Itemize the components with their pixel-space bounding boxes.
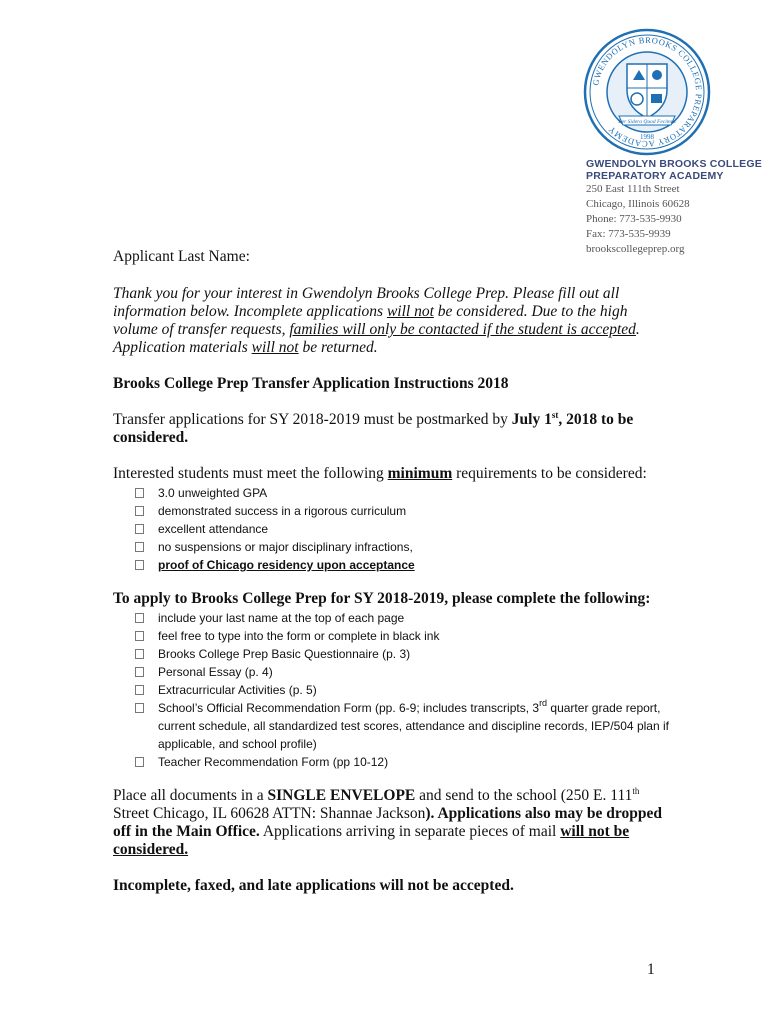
checkbox-icon <box>135 667 144 677</box>
list-item: proof of Chicago residency upon acceptance <box>135 556 673 574</box>
apply-list <box>113 609 673 771</box>
list-item: Personal Essay (p. 4) <box>135 663 673 681</box>
school-website: brookscollegeprep.org <box>586 243 685 255</box>
school-name-line2: PREPARATORY ACADEMY <box>586 170 724 182</box>
list-item: School’s Official Recommendation Form (pp. 6-9; includes transcripts, 3rd quarter grade report, current schedule, all standardized test scores, attendance and discipline records, IEP/504 plan if applicable, and school profile) <box>135 699 673 753</box>
checkbox-icon <box>135 685 144 695</box>
list-item: Teacher Recommendation Form (pp 10-12) <box>135 753 673 771</box>
list-item: feel free to type into the form or complete in black ink <box>135 627 673 645</box>
checkbox-icon <box>135 613 144 623</box>
list-item: no suspensions or major disciplinary infractions, <box>135 538 673 556</box>
school-fax: Fax: 773-535-9939 <box>586 228 671 240</box>
seal-ring-text: GWENDOLYN BROOKS COLLEGE PREPARATORY ACADEMY <box>590 34 705 150</box>
checkbox-icon <box>135 649 144 659</box>
applicant-last-name-label: Applicant Last Name: <box>113 248 250 265</box>
instructions-title: Brooks College Prep Transfer Application Instructions 2018 <box>113 375 509 392</box>
seal-year: 1998 <box>640 133 654 141</box>
school-address1: 250 East 111th Street <box>586 183 680 195</box>
checkbox-icon <box>135 560 144 570</box>
page-number: 1 <box>647 961 655 978</box>
checkbox-icon <box>135 488 144 498</box>
mailing-instructions: Place all documents in a SINGLE ENVELOPE and send to the school (250 E. 111th Street Chicago, IL 60628 ATTN: Shannae Jackson). Applications also may be dropped off in the Main Office. Applications arriving in separate pieces of mail will not be considered. <box>113 786 662 858</box>
seal-motto: Per Sidera Quod Fecimus <box>618 119 676 125</box>
list-item: Extracurricular Activities (p. 5) <box>135 681 673 699</box>
final-note: Incomplete, faxed, and late applications will not be accepted. <box>113 877 514 894</box>
document-body <box>113 248 673 895</box>
list-item: 3.0 unweighted GPA <box>135 484 673 502</box>
intro-paragraph: Thank you for your interest in Gwendolyn Brooks College Prep. Please fill out all information below. Incomplete applications will not be considered. Due to the high volume of transfer requests, families will only be contacted if the student is accepted. Application materials will not be returned. <box>113 285 640 356</box>
checkbox-icon <box>135 757 144 767</box>
school-seal-logo <box>583 28 711 156</box>
checkbox-icon <box>135 542 144 552</box>
school-phone: Phone: 773-535-9930 <box>586 213 682 225</box>
school-address2: Chicago, Illinois 60628 <box>586 198 690 210</box>
school-info <box>586 158 766 257</box>
deadline-paragraph: Transfer applications for SY 2018-2019 must be postmarked by July 1st, 2018 to be considered. <box>113 410 634 446</box>
requirements-intro: Interested students must meet the following minimum requirements to be considered: <box>113 465 647 482</box>
list-item: include your last name at the top of each page <box>135 609 673 627</box>
list-item: demonstrated success in a rigorous curriculum <box>135 502 673 520</box>
list-item: excellent attendance <box>135 520 673 538</box>
list-item: Brooks College Prep Basic Questionnaire (p. 3) <box>135 645 673 663</box>
school-name-line1: GWENDOLYN BROOKS COLLEGE <box>586 158 762 170</box>
checkbox-icon <box>135 703 144 713</box>
requirements-list <box>113 484 673 574</box>
apply-title: To apply to Brooks College Prep for SY 2018-2019, please complete the following: <box>113 590 651 607</box>
checkbox-icon <box>135 524 144 534</box>
checkbox-icon <box>135 506 144 516</box>
checkbox-icon <box>135 631 144 641</box>
